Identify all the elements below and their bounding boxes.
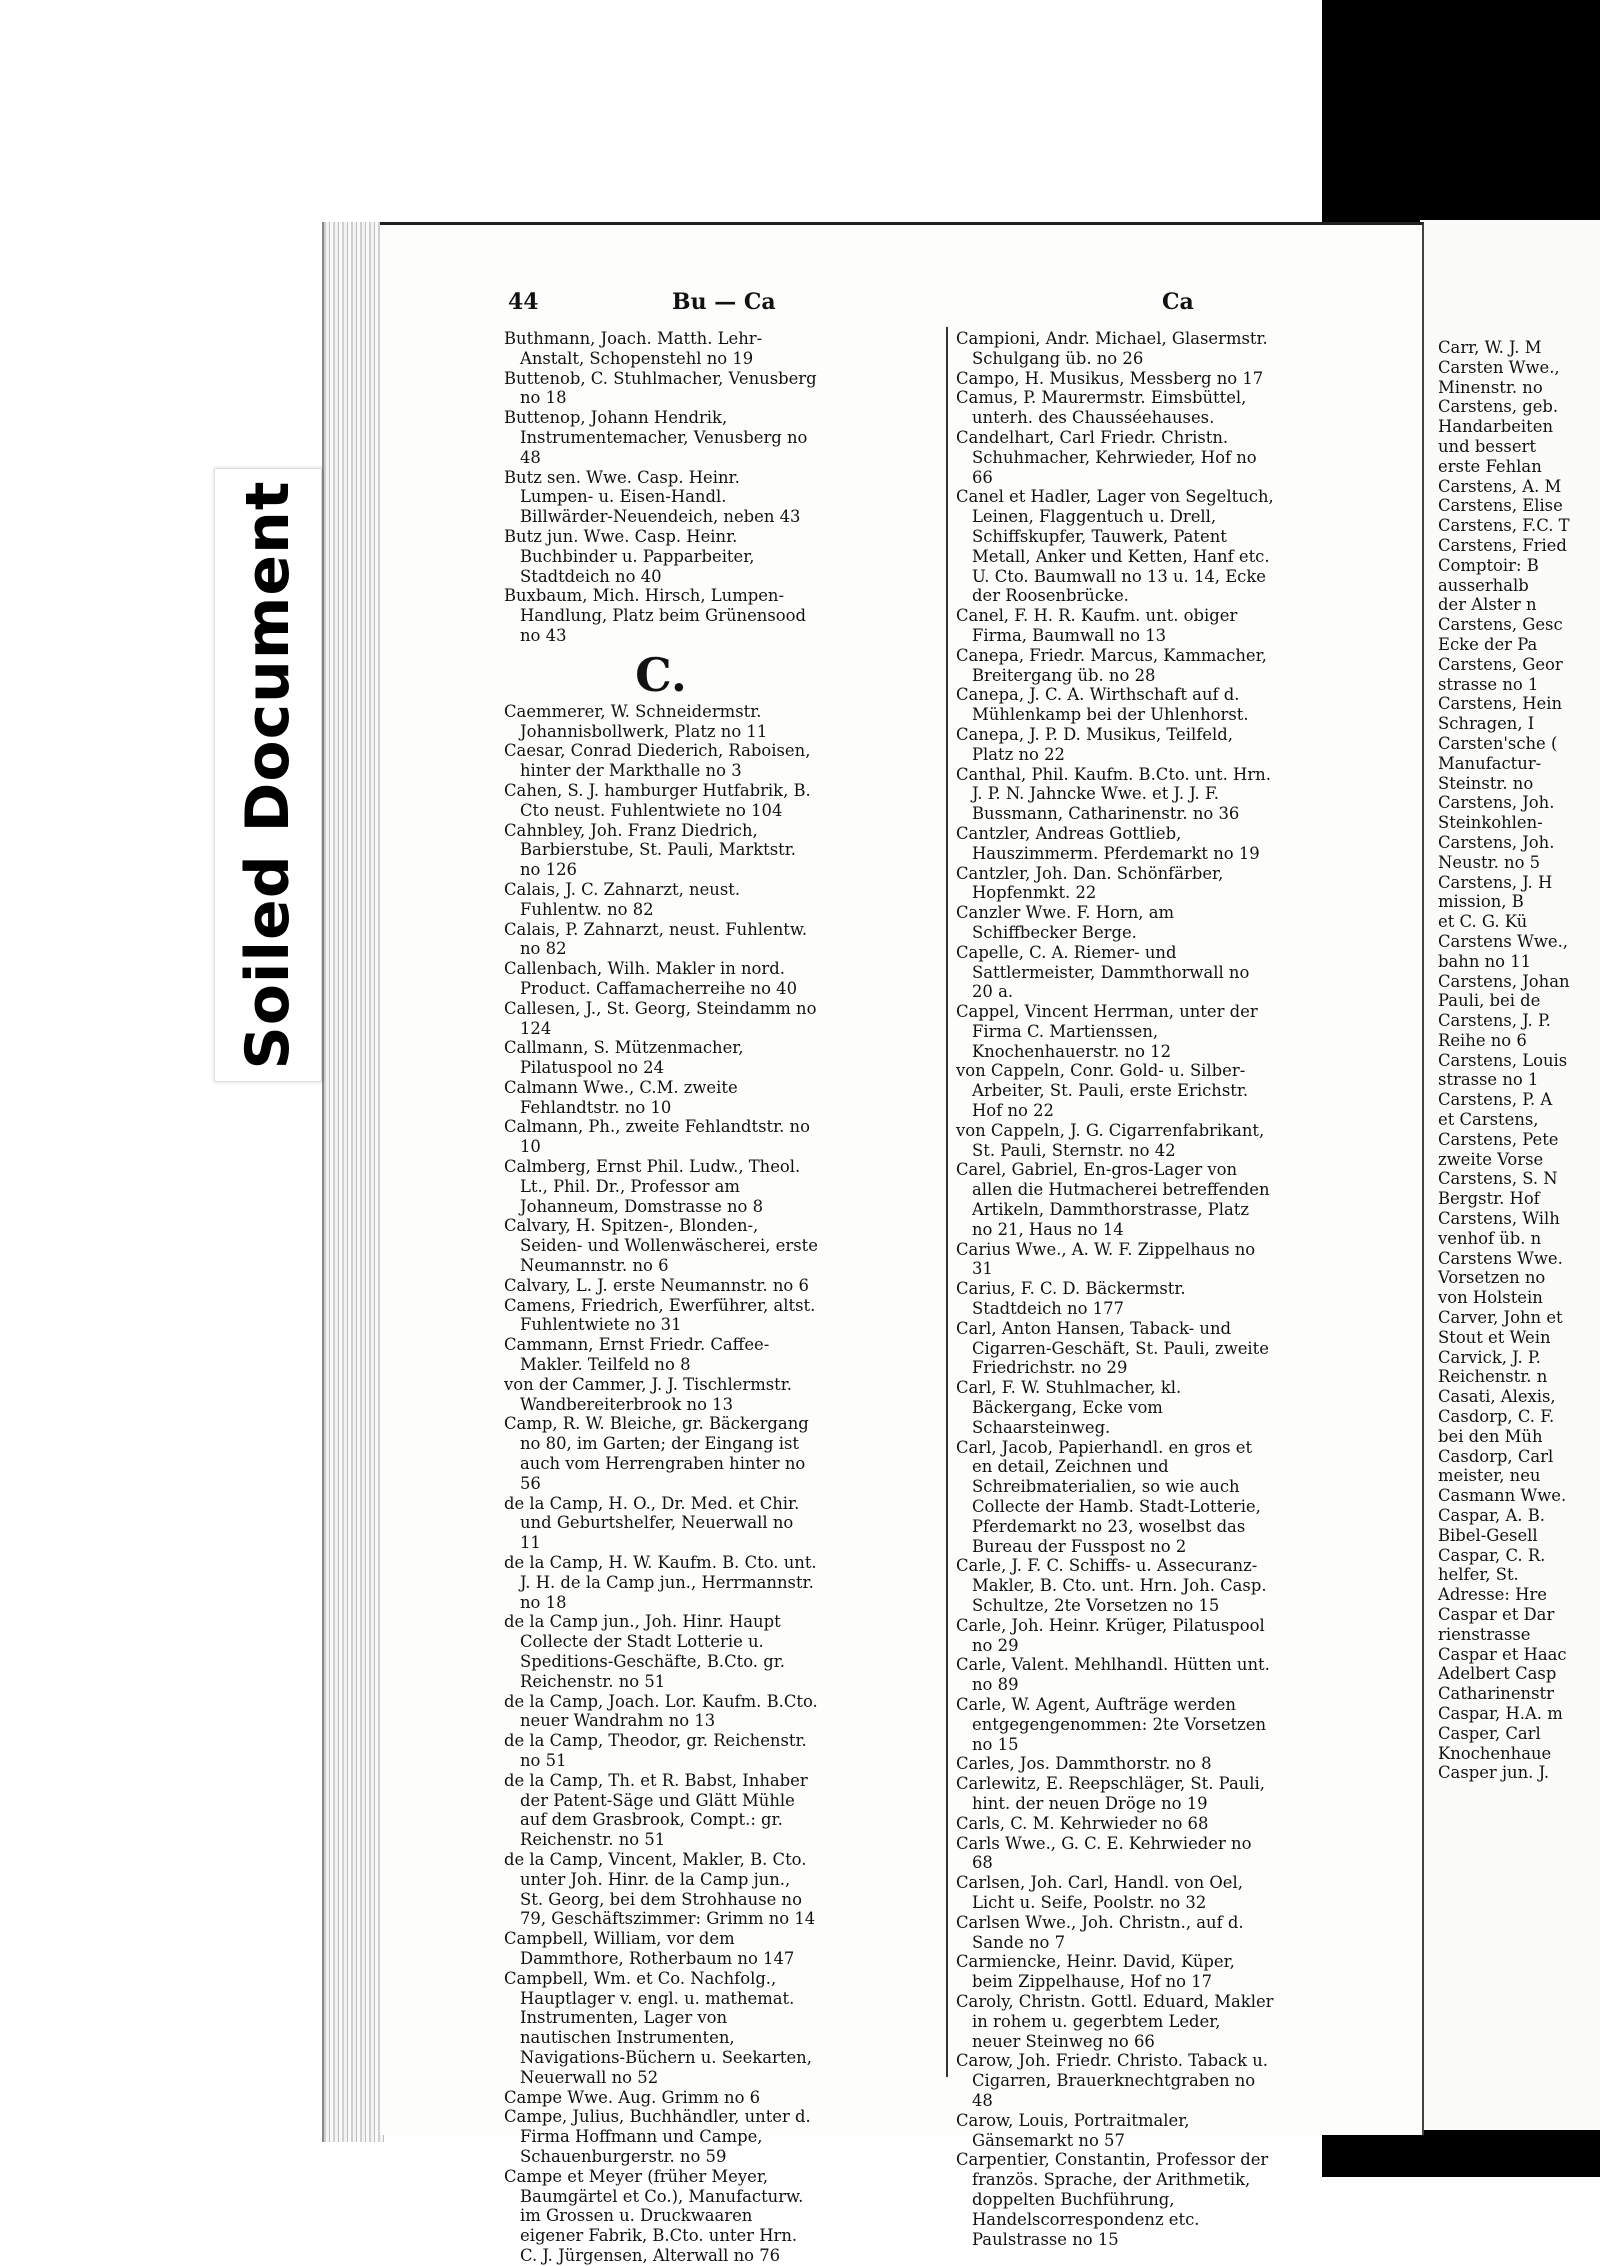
next-page-line: bei den Müh: [1438, 1426, 1543, 1446]
directory-entry: de la Camp, H. O., Dr. Med. et Chir. und Geburtshelfer, Neuerwall no 11: [504, 1493, 800, 1553]
next-page-line: Vorsetzen no: [1438, 1268, 1546, 1288]
directory-entry: Calais, J. C. Zahnarzt, neust. Fuhlentw. no 82: [504, 879, 741, 919]
next-page-line: Carstens, Johan: [1438, 971, 1570, 991]
directory-entry: Carel, Gabriel, En-gros-Lager von allen die Hutmacherei betreffenden Artikeln, Dammthorstrasse, Platz no 21, Haus no 14: [956, 1160, 1270, 1239]
next-page-line: Bergstr. Hof: [1438, 1189, 1540, 1209]
next-page-line: Carstens, Joh.: [1438, 832, 1555, 852]
directory-entry: Carpentier, Constantin, Professor der französ. Sprache, der Arithmetik, doppelten Buchführung, Handelscorrespondenz etc. Paulstrasse no 15: [956, 2150, 1269, 2249]
next-page-line: Carstens, geb.: [1438, 397, 1559, 417]
next-page-line: Ecke der Pa: [1438, 634, 1538, 654]
next-page-line: Carstens, P. A: [1438, 1090, 1553, 1110]
directory-entry: Campo, H. Musikus, Messberg no 17: [956, 368, 1264, 388]
next-page-line: Carstens, Fried: [1438, 535, 1567, 555]
next-page-line: Comptoir: B: [1438, 555, 1539, 575]
directory-entry: Carle, Joh. Heinr. Krüger, Pilatuspool no 29: [956, 1615, 1265, 1655]
next-page-line: Carstens Wwe.: [1438, 1248, 1563, 1268]
next-page-line: venhof üb. n: [1438, 1228, 1542, 1248]
next-page-line: Handarbeiten: [1438, 417, 1553, 437]
left-column: [504, 329, 818, 2266]
directory-entry: Carow, Louis, Portraitmaler, Gänsemarkt no 57: [956, 2110, 1190, 2150]
directory-entry: Camp, R. W. Bleiche, gr. Bäckergang no 80, im Garten; der Eingang ist auch vom Herrengraben hinter no 56: [504, 1414, 809, 1493]
next-page-line: et C. G. Kü: [1438, 912, 1528, 932]
stamp-text: Soiled Document: [233, 480, 303, 1070]
directory-entry: von der Cammer, J. J. Tischlermstr. Wandbereiterbrook no 13: [504, 1374, 793, 1414]
next-page-line: Caspar et Haac: [1438, 1644, 1567, 1664]
directory-entry: Butz sen. Wwe. Casp. Heinr. Lumpen- u. Eisen-Handl. Billwärder-Neuendeich, neben 43: [504, 467, 801, 527]
directory-entry: Carlsen, Joh. Carl, Handl. von Oel, Licht u. Seife, Poolstr. no 32: [956, 1873, 1243, 1912]
next-page-line: bahn no 11: [1438, 951, 1532, 971]
directory-entry: de la Camp, Th. et R. Babst, Inhaber der Patent-Säge und Glätt Mühle auf dem Grasbrook, Compt.: gr. Reichenstr. no 51: [504, 1770, 808, 1850]
next-page-line: Caspar, H.A. m: [1438, 1703, 1563, 1723]
directory-entry: de la Camp, H. W. Kaufm. B. Cto. unt. J. H. de la Camp jun., Herrmannstr. no 18: [504, 1553, 817, 1612]
next-page-line: Carstens, Geor: [1438, 654, 1563, 674]
directory-entry: Carl, Anton Hansen, Taback- und Cigarren-Geschäft, St. Pauli, zweite Friedrichstr. no 29: [956, 1318, 1269, 1378]
page-number: 44: [508, 289, 539, 315]
directory-entry: Campe Wwe. Aug. Grimm no 6: [504, 2087, 761, 2107]
directory-entry: Callesen, J., St. Georg, Steindamm no 124: [504, 998, 817, 1038]
next-page-line: Casper jun. J.: [1438, 1763, 1550, 1783]
directory-entry: Calvary, H. Spitzen-, Blonden-, Seiden- und Wollenwäscherei, erste Neumannstr. no 6: [504, 1216, 818, 1276]
directory-entry: Campioni, Andr. Michael, Glasermstr. Schulgang üb. no 26: [956, 329, 1268, 368]
next-page-line: Caspar, C. R.: [1438, 1545, 1546, 1565]
directory-entry: Cahen, S. J. hamburger Hutfabrik, B. Cto neust. Fuhlentwiete no 104: [504, 780, 811, 820]
next-page-line: Stout et Wein: [1438, 1327, 1551, 1347]
next-page-line: Schragen, I: [1438, 714, 1535, 734]
soiled-document-label: [214, 468, 322, 1082]
directory-entry: de la Camp jun., Joh. Hinr. Haupt Collecte der Stadt Lotterie u. Speditions-Geschäfte, B.Cto. gr. Reichenstr. no 51: [504, 1612, 785, 1691]
directory-entry: Carle, J. F. C. Schiffs- u. Assecuranz-Makler, B. Cto. unt. Hrn. Joh. Casp. Schultze, 2te Vorsetzen no 15: [956, 1556, 1267, 1615]
directory-entry: Canel et Hadler, Lager von Segeltuch, Leinen, Flaggentuch u. Drell, Schiffskupfer, Tauwerk, Patent Metall, Anker und Ketten, Hanf etc. U. Cto. Baumwall no 13 u. 14, Ecke der Roosenbrücke.: [956, 487, 1274, 606]
directory-entry: Canzler Wwe. F. Horn, am Schiffbecker Berge.: [956, 903, 1175, 942]
directory-entry: Camus, P. Maurermstr. Eimsbüttel, unterh. des Chausséehauses.: [956, 388, 1247, 428]
next-page-line: meister, neu: [1438, 1466, 1541, 1486]
directory-entry: Canepa, J. P. D. Musikus, Teilfeld, Platz no 22: [956, 724, 1233, 764]
next-page-line: Adresse: Hre: [1438, 1585, 1547, 1605]
section-letter: C.: [635, 647, 687, 702]
directory-entry: Buttenop, Johann Hendrik, Instrumentemacher, Venusberg no 48: [504, 408, 808, 467]
directory-entry: Carmiencke, Heinr. David, Küper, beim Zippelhause, Hof no 17: [956, 1952, 1235, 1992]
next-page-line: Carstens, A. M: [1438, 476, 1562, 496]
directory-entry: Campbell, Wm. et Co. Nachfolg., Hauptlager v. engl. u. mathemat. Instrumenten, Lager von nautischen Instrumenten, Navigations-Büchern u. Seekarten, Neuerwall no 52: [504, 1968, 812, 2087]
page-header: [380, 285, 1422, 319]
directory-entry: Canel, F. H. R. Kaufm. unt. obiger Firma, Baumwall no 13: [956, 606, 1238, 645]
next-page-line: Carstens, F.C. T: [1438, 516, 1570, 536]
directory-entry: Buthmann, Joach. Matth. Lehr-Anstalt, Schopenstehl no 19: [504, 329, 763, 368]
next-page-line: Carstens, Wilh: [1438, 1209, 1560, 1229]
directory-entry: Callmann, S. Mützenmacher, Pilatuspool no 24: [504, 1038, 744, 1078]
directory-page: [380, 222, 1424, 2265]
directory-entry: Carlewitz, E. Reepschläger, St. Pauli, hint. der neuen Dröge no 19: [956, 1774, 1265, 1813]
next-page-line: helfer, St.: [1438, 1565, 1519, 1585]
next-page-line: Neustr. no 5: [1438, 852, 1541, 872]
next-page-line: Pauli, bei de: [1438, 991, 1541, 1011]
next-page-line: ausserhalb: [1438, 575, 1529, 595]
next-page-line: Adelbert Casp: [1438, 1664, 1557, 1684]
right-running-head: Ca: [1162, 289, 1194, 315]
next-page-line: von Holstein: [1438, 1288, 1543, 1308]
directory-entry: de la Camp, Theodor, gr. Reichenstr. no 51: [504, 1731, 807, 1770]
directory-entry: Carius, F. C. D. Bäckermstr. Stadtdeich no 177: [956, 1279, 1186, 1319]
next-page-line: Carstens, Gesc: [1438, 615, 1563, 635]
directory-entry: de la Camp, Vincent, Makler, B. Cto. unter Joh. Hinr. de la Camp jun., St. Georg, bei dem Strohhause no 79, Geschäftszimmer: Grimm no 14: [504, 1849, 816, 1929]
directory-entry: Carles, Jos. Dammthorstr. no 8: [956, 1754, 1212, 1774]
directory-entry: Carle, W. Agent, Aufträge werden entgegengenommen: 2te Vorsetzen no 15: [956, 1694, 1267, 1754]
next-page-line: Casati, Alexis,: [1438, 1387, 1556, 1407]
directory-entry: Calais, P. Zahnarzt, neust. Fuhlentw. no 82: [504, 919, 808, 959]
directory-entry: Canepa, J. C. A. Wirthschaft auf d. Mühlenkamp bei der Uhlenhorst.: [956, 685, 1249, 725]
directory-entry: Campbell, William, vor dem Dammthore, Rotherbaum no 147: [504, 1929, 795, 1968]
next-page-line: Bibel-Gesell: [1438, 1525, 1538, 1545]
directory-entry: Calmann Wwe., C.M. zweite Fehlandtstr. no 10: [504, 1077, 738, 1117]
next-page-line: et Carstens,: [1438, 1110, 1539, 1130]
next-page-line: Carvick, J. P.: [1438, 1347, 1541, 1367]
next-page-line: Reichenstr. n: [1438, 1367, 1548, 1387]
next-page-line: und bessert: [1438, 436, 1536, 456]
next-page-line: Carstens, Pete: [1438, 1129, 1559, 1149]
directory-entry: Calvary, L. J. erste Neumannstr. no 6: [504, 1275, 809, 1295]
next-page-line: Carstens, Louis: [1438, 1050, 1568, 1070]
directory-entry: Carl, Jacob, Papierhandl. en gros et en detail, Zeichnen und Schreibmaterialien, so wie auch Collecte der Hamb. Stadt-Lotterie, Pferdemarkt no 23, woselbst das Bureau der Fusspost no 2: [956, 1437, 1261, 1556]
directory-entry: Calmberg, Ernst Phil. Ludw., Theol. Lt., Phil. Dr., Professor am Johanneum, Domstrasse no 8: [504, 1157, 801, 1216]
next-page-line: mission, B: [1438, 892, 1524, 912]
next-page-line: Minenstr. no: [1438, 377, 1543, 397]
directory-entry: Buxbaum, Mich. Hirsch, Lumpen-Handlung, Platz beim Grünensood no 43: [504, 586, 806, 645]
next-page-line: Carstens, J. H: [1438, 872, 1553, 892]
next-page-line: Casdorp, C. F.: [1438, 1407, 1555, 1427]
next-page-fragment: [1420, 220, 1600, 2130]
directory-entry: Canthal, Phil. Kaufm. B.Cto. unt. Hrn. J. P. N. Jahncke Wwe. et J. J. F. Bussmann, Catharinenstr. no 36: [956, 764, 1271, 824]
next-page-line: Carstens Wwe.,: [1438, 931, 1569, 951]
directory-entry: Candelhart, Carl Friedr. Christn. Schuhmacher, Kehrwieder, Hof no 66: [956, 427, 1257, 487]
next-page-line: Reihe no 6: [1438, 1030, 1527, 1050]
next-page-line: strasse no 1: [1438, 674, 1539, 694]
right-column: [956, 329, 1274, 2249]
directory-entry: Cahnbley, Joh. Franz Diedrich, Barbierstube, St. Pauli, Marktstr. no 126: [504, 820, 796, 880]
next-page-line: Steinkohlen-: [1438, 813, 1543, 833]
next-page-line: rienstrasse: [1438, 1624, 1531, 1644]
directory-entry: Calmann, Ph., zweite Fehlandtstr. no 10: [504, 1117, 810, 1157]
next-page-line: Catharinenstr: [1438, 1684, 1554, 1704]
directory-entry: Caemmerer, W. Schneidermstr. Johannisbollwerk, Platz no 11: [504, 701, 768, 741]
directory-entry: Carls, C. M. Kehrwieder no 68: [956, 1813, 1209, 1833]
next-page-line: Carstens, Joh.: [1438, 793, 1555, 813]
next-page-line: Casper, Carl: [1438, 1723, 1541, 1743]
next-page-line: Carsten'sche (: [1438, 733, 1558, 753]
next-page-line: Caspar et Dar: [1438, 1605, 1555, 1624]
book-page-edges: [322, 222, 384, 2142]
directory-entry: Carl, F. W. Stuhlmacher, kl. Bäckergang, Ecke vom Schaarsteinweg.: [956, 1378, 1182, 1437]
next-page-line: Carsten Wwe.,: [1438, 357, 1560, 377]
next-page-line: Carr, W. J. M: [1438, 338, 1542, 357]
directory-entry: Caroly, Christn. Gottl. Eduard, Makler in rohem u. gegerbtem Leder, neuer Steinweg no 66: [956, 1991, 1274, 2051]
directory-entry: Carow, Joh. Friedr. Christo. Taback u. Cigarren, Brauerknechtgraben no 48: [956, 2051, 1268, 2110]
directory-entry: Carls Wwe., G. C. E. Kehrwieder no 68: [956, 1833, 1252, 1873]
directory-entry: von Cappeln, Conr. Gold- u. Silber-Arbeiter, St. Pauli, erste Erichstr. Hof no 22: [956, 1061, 1249, 1121]
next-page-line: Casmann Wwe.: [1438, 1486, 1567, 1506]
directory-entry: Campe et Meyer (früher Meyer, Baumgärtel et Co.), Manufacturw. im Grossen u. Druckwaaren eigener Fabrik, B.Cto. unter Hrn. C. J. Jürgensen, Alterwall no 76: [504, 2166, 804, 2265]
directory-entry: de la Camp, Joach. Lor. Kaufm. B.Cto. neuer Wandrahm no 13: [504, 1691, 818, 1731]
next-page-line: Casdorp, Carl: [1438, 1446, 1554, 1466]
directory-entry: Cappel, Vincent Herrman, unter der Firma C. Martienssen, Knochenhauerstr. no 12: [956, 1002, 1258, 1061]
directory-entry: Carius Wwe., A. W. F. Zippelhaus no 31: [956, 1239, 1256, 1279]
next-page-line: Carstens, Elise: [1438, 496, 1563, 516]
entries-bu: [504, 329, 818, 646]
directory-entry: Canepa, Friedr. Marcus, Kammacher, Breitergang üb. no 28: [956, 645, 1267, 685]
directory-entry: Caesar, Conrad Diederich, Raboisen, hinter der Markthalle no 3: [504, 741, 811, 781]
next-page-line: Carstens, Hein: [1438, 694, 1563, 714]
directory-entry: Campe, Julius, Buchhändler, unter d. Firma Hoffmann und Campe, Schauenburgerstr. no 59: [504, 2107, 811, 2166]
next-page-line: Steinstr. no: [1438, 773, 1534, 793]
directory-entry: von Cappeln, J. G. Cigarrenfabrikant, St. Pauli, Sternstr. no 42: [956, 1120, 1265, 1160]
column-divider: [946, 327, 948, 2077]
directory-entry: Cantzler, Joh. Dan. Schönfärber, Hopfenmkt. 22: [956, 863, 1224, 903]
next-page-line: der Alster n: [1438, 595, 1537, 615]
next-page-line: Knochenhaue: [1438, 1743, 1552, 1763]
next-page-line: Manufactur-: [1438, 753, 1542, 773]
next-page-line: erste Fehlan: [1438, 456, 1542, 476]
left-running-head: Bu — Ca: [672, 289, 776, 315]
next-page-column: [1438, 338, 1600, 1783]
next-page-line: strasse no 1: [1438, 1070, 1539, 1090]
next-page-line: Carstens, S. N: [1438, 1169, 1558, 1189]
directory-entry: Capelle, C. A. Riemer- und Sattlermeister, Dammthorwall no 20 a.: [956, 942, 1250, 1002]
next-page-line: Carstens, J. P.: [1438, 1011, 1551, 1031]
directory-entry: Callenbach, Wilh. Makler in nord. Product. Caffamacherreihe no 40: [504, 959, 798, 998]
directory-entry: Cammann, Ernst Friedr. Caffee-Makler. Teilfeld no 8: [504, 1335, 770, 1375]
directory-entry: Camens, Friedrich, Ewerführer, altst. Fuhlentwiete no 31: [504, 1295, 816, 1335]
next-page-line: Caspar, A. B.: [1438, 1506, 1545, 1526]
directory-entry: Butz jun. Wwe. Casp. Heinr. Buchbinder u. Papparbeiter, Stadtdeich no 40: [504, 526, 755, 586]
directory-entry: Buttenob, C. Stuhlmacher, Venusberg no 18: [504, 368, 817, 408]
directory-entry: Carle, Valent. Mehlhandl. Hütten unt. no 89: [956, 1655, 1270, 1695]
directory-entry: Cantzler, Andreas Gottlieb, Hauszimmerm. Pferdemarkt no 19: [956, 823, 1260, 863]
next-page-line: zweite Vorse: [1438, 1149, 1544, 1169]
next-page-line: Carver, John et: [1438, 1308, 1563, 1328]
entries-c: [504, 702, 818, 2266]
directory-entry: Carlsen Wwe., Joh. Christn., auf d. Sande no 7: [956, 1912, 1244, 1952]
